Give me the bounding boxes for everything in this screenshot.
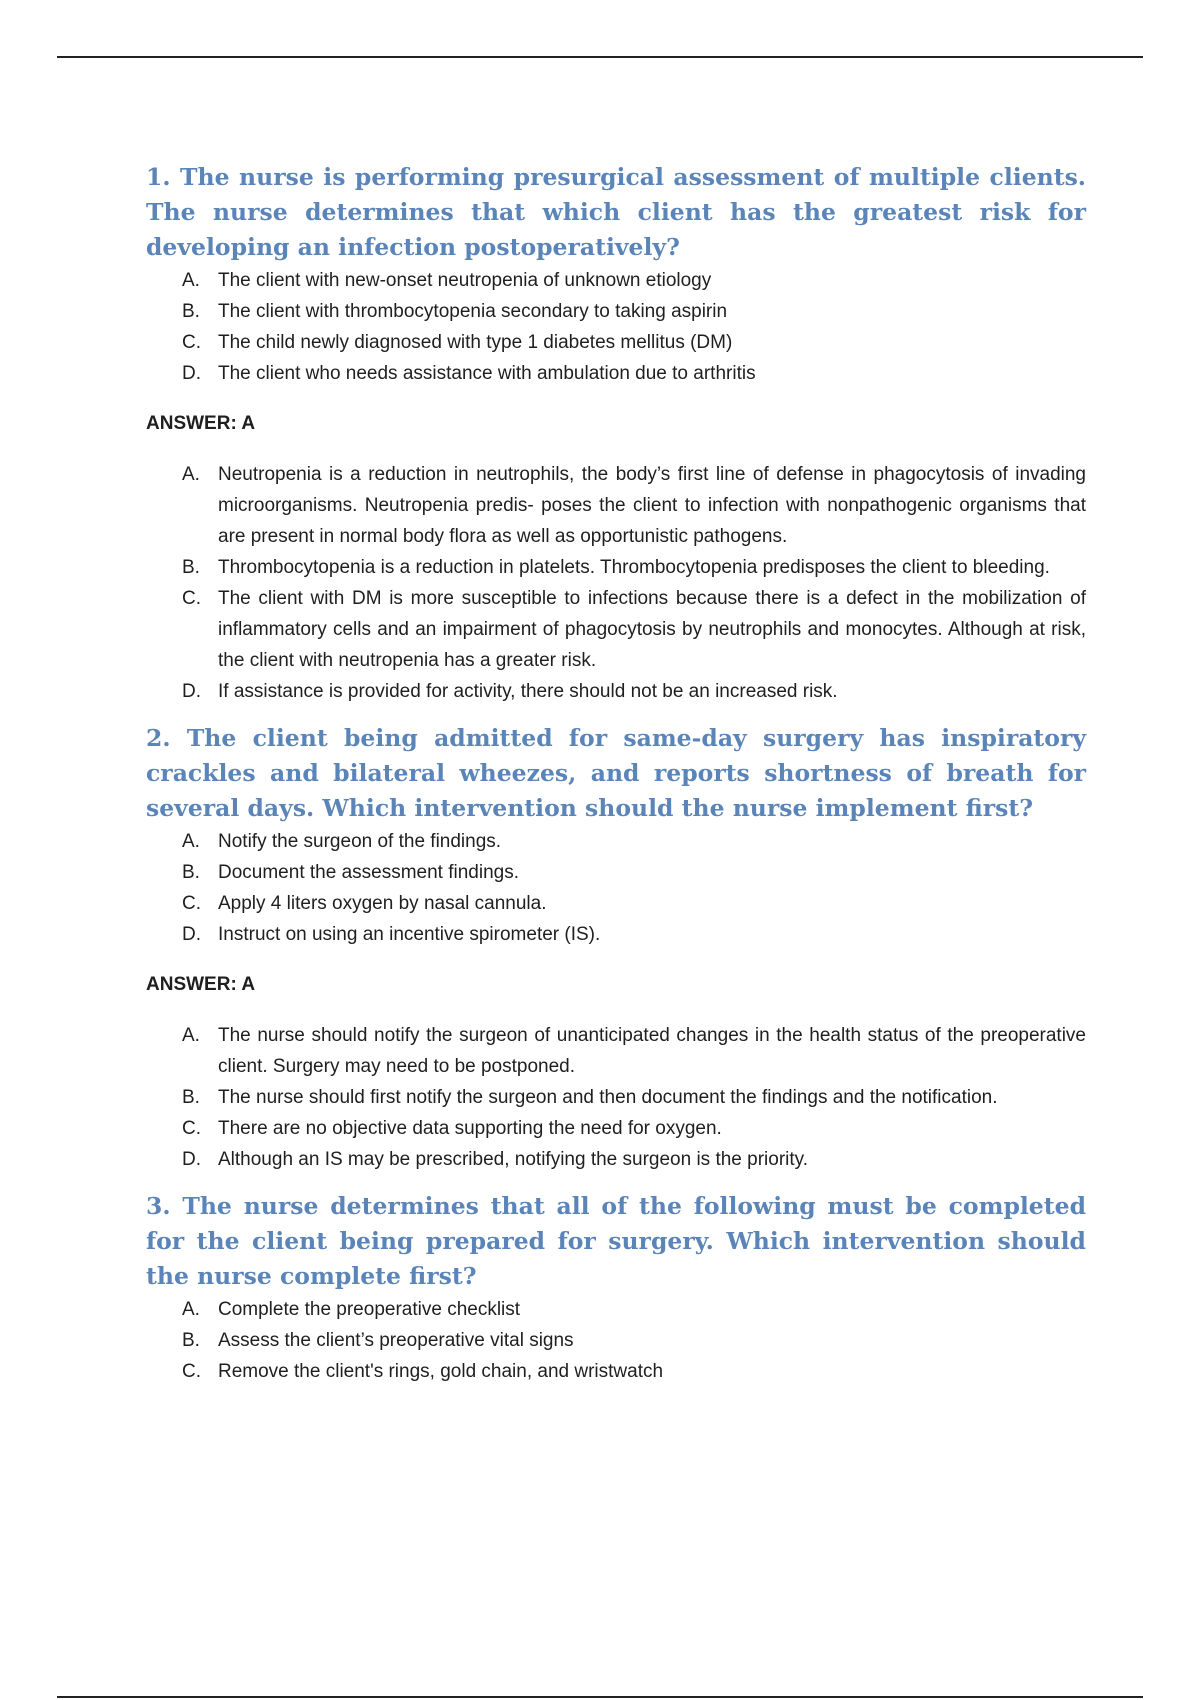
- rationale-b: B. Thrombocytopenia is a reduction in platelets. Thrombocytopenia predisposes the client to bleeding.: [182, 557, 1050, 578]
- option-a: A. Complete the preoperative checklist: [182, 1299, 521, 1320]
- question-3-options: [146, 1294, 1086, 1387]
- option-c: C. Remove the client's rings, gold chain, and wristwatch: [182, 1361, 664, 1382]
- rationale-a: A. The nurse should notify the surgeon of unanticipated changes in the health status of the preoperative client. Surgery may need to be postponed.: [182, 1025, 1086, 1077]
- option-d: D. Instruct on using an incentive spirometer (IS).: [182, 924, 601, 945]
- option-d: D. The client who needs assistance with ambulation due to arthritis: [182, 363, 756, 384]
- option-c: C. Apply 4 liters oxygen by nasal cannula.: [182, 893, 547, 914]
- rationale-d: D. Although an IS may be prescribed, notifying the surgeon is the priority.: [182, 1149, 809, 1170]
- rationale-c: C. The client with DM is more susceptible to infections because there is a defect in the mobilization of inflammatory cells and an impairment of phagocytosis by neutrophils and monocytes. Although at risk, the client with neutropenia has a greater risk.: [182, 588, 1086, 671]
- rationale-c: C. There are no objective data supporting the need for oxygen.: [182, 1118, 722, 1139]
- option-a: A. The client with new-onset neutropenia of unknown etiology: [182, 270, 712, 291]
- option-b: B. Assess the client’s preoperative vital signs: [182, 1330, 574, 1351]
- question-1-options: [146, 265, 1086, 389]
- question-1: [146, 160, 1086, 707]
- bottom-rule: [57, 1696, 1143, 1698]
- question-3: [146, 1189, 1086, 1387]
- answer-label: ANSWER: A: [146, 974, 256, 995]
- rationale-a: A. Neutropenia is a reduction in neutrophils, the body’s first line of defense in phagocytosis of invading microorganisms. Neutropenia predis- poses the client to infection with nonpathogenic organisms that are present in normal body flora as well as opportunistic pathogens.: [182, 464, 1086, 547]
- question-2-text: 2. The client being admitted for same-day surgery has inspiratory crackles and bilateral wheezes, and reports shortness of breath for several days. Which intervention should the nurse implement first?: [146, 724, 1086, 822]
- document-body: [146, 160, 1086, 1387]
- question-2-rationales: [146, 1020, 1086, 1175]
- answer-label: ANSWER: A: [146, 413, 256, 434]
- rationale-d: D. If assistance is provided for activity, there should not be an increased risk.: [182, 681, 838, 702]
- spacer: [146, 1175, 1086, 1189]
- question-2-options: [146, 826, 1086, 950]
- option-a: A. Notify the surgeon of the findings.: [182, 831, 502, 852]
- question-1-text: 1. The nurse is performing presurgical assessment of multiple clients. The nurse determines that which client has the greatest risk for developing an infection postoperatively?: [146, 163, 1086, 261]
- question-2: [146, 721, 1086, 1175]
- option-c: C. The child newly diagnosed with type 1 diabetes mellitus (DM): [182, 332, 733, 353]
- option-b: B. Document the assessment findings.: [182, 862, 519, 883]
- option-b: B. The client with thrombocytopenia secondary to taking aspirin: [182, 301, 728, 322]
- question-1-rationales: [146, 459, 1086, 707]
- rationale-b: B. The nurse should first notify the surgeon and then document the findings and the notification.: [182, 1087, 998, 1108]
- spacer: [146, 707, 1086, 721]
- top-rule: [57, 56, 1143, 58]
- question-3-text: 3. The nurse determines that all of the following must be completed for the client being prepared for surgery. Which intervention should the nurse complete first?: [146, 1192, 1086, 1290]
